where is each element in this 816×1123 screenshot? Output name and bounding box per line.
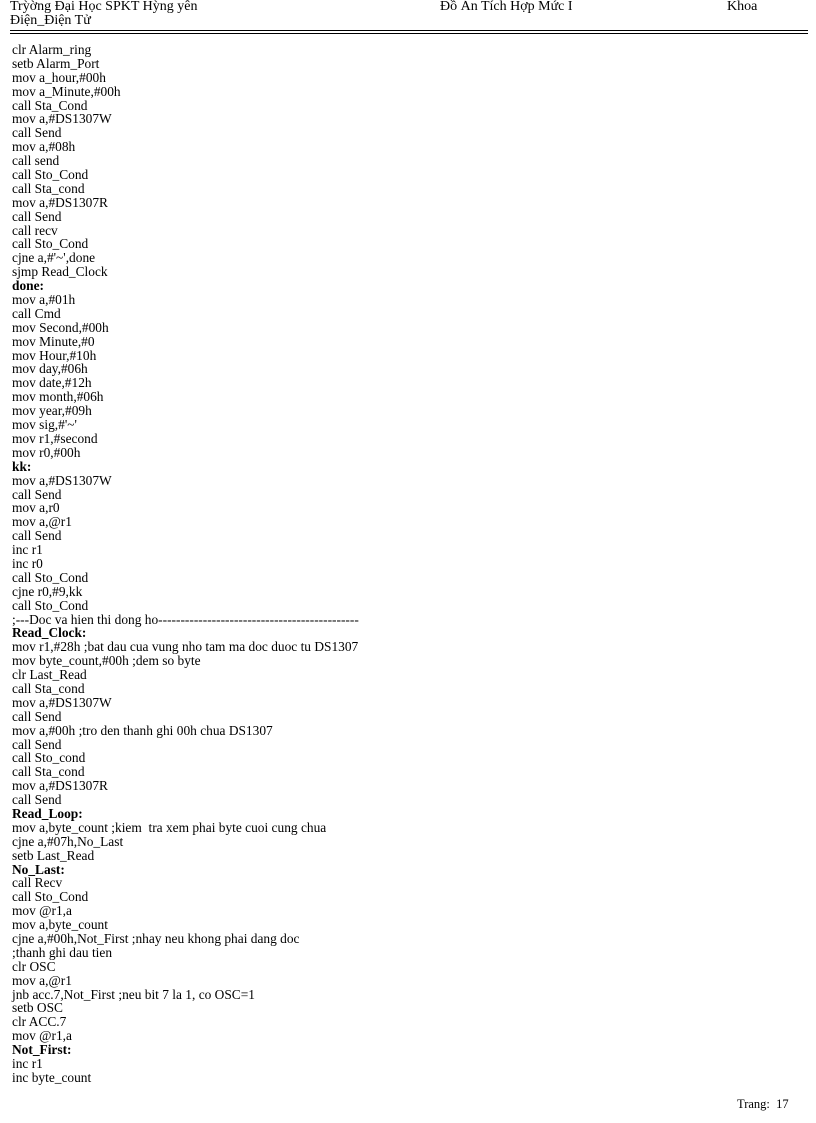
code-line: mov r0,#00h [12,444,81,460]
code-line: sjmp Read_Clock [12,264,108,280]
code-line: call Sta_cond [12,680,85,696]
code-line: inc r1 [12,1056,43,1072]
code-line: clr Last_Read [12,667,87,683]
code-line: mov a,#00h ;tro den thanh ghi 00h chua DS1307 [12,722,273,738]
code-line: mov day,#06h [12,361,88,377]
code-line: mov a,#DS1307R [12,778,108,794]
school-name: Trỳờng Đại Học SPKT Hỳng yên [10,0,198,14]
code-line: clr ACC.7 [12,1014,67,1030]
code-line: clr OSC [12,958,56,974]
code-line: call Sta_Cond [12,97,88,113]
code-label-line: Read_Loop: [12,805,83,821]
code-line: mov byte_count,#00h ;dem so byte [12,653,201,669]
code-line: call Send [12,792,62,808]
code-line: call Send [12,528,62,544]
code-line: mov a,byte_count [12,917,108,933]
code-line: call Sto_Cond [12,597,89,613]
code-line: ;---Doc va hien thi dong ho--------------------------------------------- [12,611,359,627]
code-line: inc byte_count [12,1069,92,1085]
code-line: mov @r1,a [12,1028,72,1044]
code-line: call Sto_Cond [12,167,89,183]
code-line: mov a,byte_count ;kiem tra xem phai byte cuoi cung chua [12,819,327,835]
code-line: call Send [12,125,62,141]
code-line: call Send [12,208,62,224]
code-line: cjne a,#'~',done [12,250,96,266]
code-line: call Sto_Cond [12,889,89,905]
code-line: mov a_Minute,#00h [12,83,121,99]
project-title: Đồ Án Tích Hợp Mức I [440,0,573,14]
code-line: call Recv [12,875,63,891]
code-line: mov a,#DS1307R [12,194,108,210]
page-header [10,0,808,30]
code-line: ;thanh ghi dau tien [12,944,113,960]
code-label-line: Not_First: [12,1042,72,1058]
code-line: mov a,@r1 [12,972,72,988]
code-label-line: done: [12,278,44,294]
department-name: Điện_Điện Tử [10,13,91,28]
code-line: call Send [12,486,62,502]
code-line: clr Alarm_ring [12,42,92,57]
code-line: cjne r0,#9,kk [12,583,83,599]
code-line: inc r1 [12,542,43,558]
code-line: mov sig,#'~' [12,417,77,433]
code-line: cjne a,#00h,Not_First ;nhay neu khong phai dang doc [12,931,300,946]
code-line: call Send [12,708,62,724]
code-line: mov a,#DS1307W [12,111,112,127]
code-line: mov a,@r1 [12,514,72,530]
code-line: mov a,#DS1307W [12,694,112,710]
code-line: call send [12,153,60,169]
code-line: mov r1,#second [12,430,98,446]
header-rule-top [10,30,808,31]
code-line: cjne a,#07h,No_Last [12,833,124,849]
code-label-line: Read_Clock: [12,625,87,641]
code-label-line: No_Last: [12,861,65,877]
code-line: mov a,r0 [12,500,60,516]
code-line: jnb acc.7,Not_First ;neu bit 7 la 1, co OSC=1 [12,986,255,1002]
code-line: call Sto_Cond [12,236,89,252]
code-line: mov date,#12h [12,375,92,391]
code-label-line: kk: [12,458,32,474]
page-number: Trang: 17 [737,1097,789,1111]
code-line: setb Last_Read [12,847,95,863]
code-line: mov a,#08h [12,139,76,155]
code-line: call Sta_cond [12,180,85,196]
code-line: call Sto_Cond [12,569,89,585]
code-line: call Sto_cond [12,750,86,766]
faculty-label: Khoa [727,0,758,14]
code-line: call Sta_cond [12,764,85,780]
code-line: setb Alarm_Port [12,55,100,71]
code-line: call Cmd [12,305,61,321]
code-line: mov Hour,#10h [12,347,97,363]
code-line: mov a_hour,#00h [12,69,106,85]
header-rule-bottom [10,33,808,34]
code-line: mov a,#01h [12,292,76,308]
code-line: setb OSC [12,1000,63,1016]
code-line: mov year,#09h [12,403,92,419]
code-line: mov month,#06h [12,389,104,405]
code-listing [12,43,802,1085]
code-line: mov @r1,a [12,903,72,919]
code-line: mov a,#DS1307W [12,472,112,488]
code-line: mov r1,#28h ;bat dau cua vung nho tam ma doc duoc tu DS1307 [12,639,359,655]
code-line: call Send [12,736,62,752]
code-line: mov Second,#00h [12,319,109,335]
code-line: call recv [12,222,58,238]
code-line: mov Minute,#0 [12,333,95,349]
code-line: inc r0 [12,555,43,571]
